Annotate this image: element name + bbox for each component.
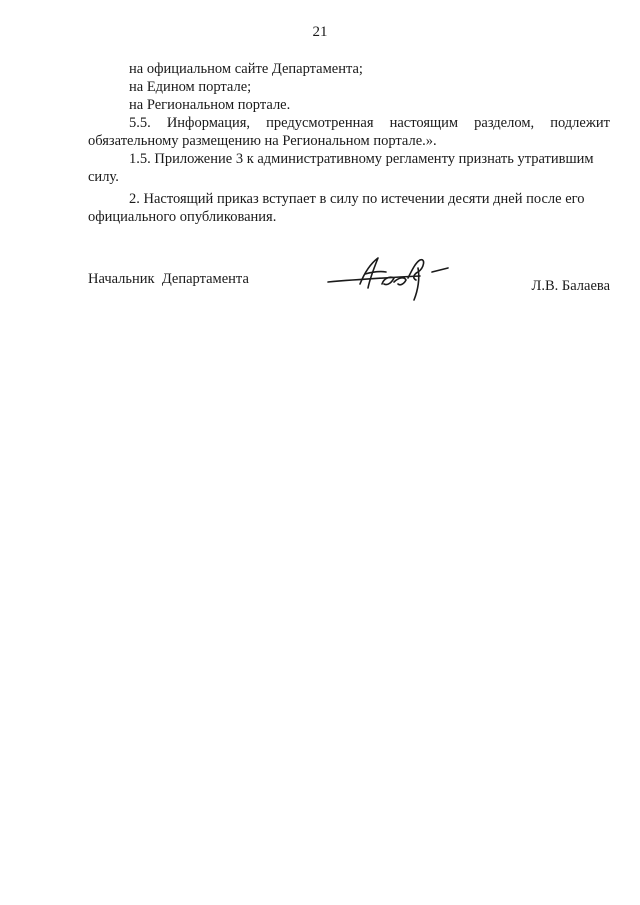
text-line-clause-2: 2. Настоящий приказ вступает в силу по истечении десяти дней после его: [129, 191, 585, 207]
text-line-clause-2-cont: официального опубликования.: [88, 209, 277, 225]
word: подлежит: [550, 115, 610, 131]
signatory-name: Л.В. Балаева: [531, 278, 610, 294]
word: 5.5.: [129, 115, 151, 131]
signature-block: [88, 262, 610, 302]
word: разделом,: [474, 115, 535, 131]
word: предусмотренная: [266, 115, 374, 131]
signatory-title: Начальник Департамента: [88, 271, 249, 287]
word: Информация,: [166, 115, 251, 131]
text-line-clause-5-5: [88, 114, 610, 132]
text-line-website: на официальном сайте Департамента;: [129, 61, 363, 77]
text-line-clause-1-5-cont: силу.: [88, 169, 119, 185]
word: настоящим: [389, 115, 459, 131]
text-line-clause-1-5: 1.5. Приложение 3 к административному регламенту признать утратившим: [129, 151, 594, 167]
document-body: [88, 60, 610, 226]
text-line-unified-portal: на Едином портале;: [129, 79, 252, 95]
page-number: 21: [312, 24, 328, 40]
text-line-clause-5-5-cont: обязательному размещению на Региональном портале.».: [88, 133, 437, 149]
handwritten-signature-icon: [320, 238, 470, 304]
text-line-regional-portal: на Региональном портале.: [129, 97, 291, 113]
